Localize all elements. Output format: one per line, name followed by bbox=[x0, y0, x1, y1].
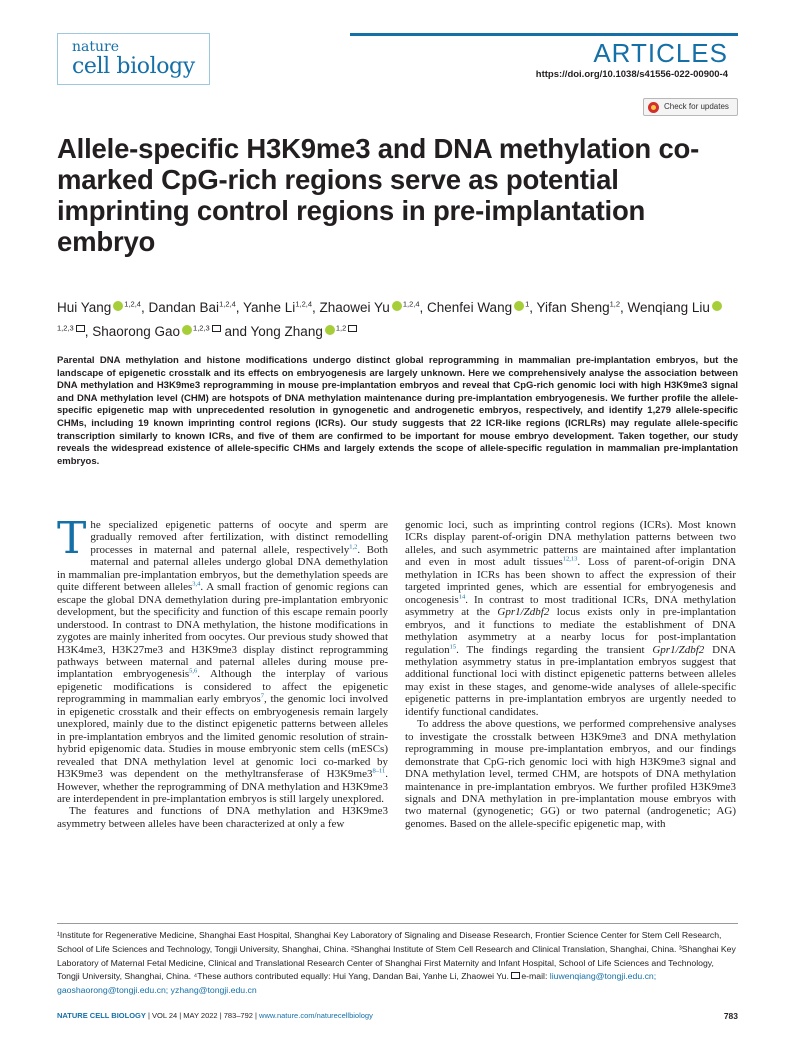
author-name[interactable]: Yong Zhang bbox=[250, 324, 323, 339]
author-affiliation: 1,2,4 bbox=[219, 299, 236, 309]
citation-ref[interactable]: 3,4 bbox=[192, 580, 201, 588]
page-footer bbox=[57, 1011, 738, 1023]
author-affiliation: 1,2,4 bbox=[295, 299, 312, 309]
author-name[interactable]: Yifan Sheng bbox=[536, 300, 610, 315]
drop-cap: T bbox=[57, 513, 87, 564]
article-title: Allele-specific H3K9me3 and DNA methylation co-marked CpG-rich regions serve as potential imprinting control regions in pre-implantation embryo bbox=[57, 133, 700, 257]
orcid-icon[interactable] bbox=[325, 325, 335, 335]
article-type-banner bbox=[350, 33, 738, 85]
author-affiliation: 1,2,4 bbox=[402, 299, 420, 309]
gene-name: Gpr1/Zdbf2 bbox=[652, 643, 705, 656]
logo-line2: cell biology bbox=[72, 54, 195, 79]
banner-rule bbox=[350, 33, 738, 36]
body-text: , the genomic loci involved in epigenetic crosstalk and their effects on embryogenesis remain largely unexplored, mainly due to the distinct epigenetic patterns between alleles in pre-implantation embryos and the limited genomic resolution of strain-hybrid epigenomic data. Studies in mouse embryonic stem cells (mESCs) revealed that DNA methylation level at genomic loci co-marked by H3K9me3 was dependent on the methyltransferase of H3K9me3 bbox=[57, 693, 388, 781]
author-affiliation: 1,2,4 bbox=[124, 299, 141, 309]
body-paragraph bbox=[57, 513, 389, 805]
body-text: To address the above questions, we performed comprehensive analyses to investigate the crosstalk between H3K9me3 and DNA methylation reprogramming in mouse pre-implantation embryos, and our findings demonstrate that CpG-rich genomic loci with high H3K9me3 signal and DNA methylation level, termed CHM, are hotspots of DNA methylation maintenance in pre-implantation embryos. We further profiled H3K9me3 signals and DNA methylation in pre-implantation mouse embryos with two maternal (gynogenetic; GG) or two paternal (androgenetic; AG) genomes. Based on the allele-specific epigenetic map, with bbox=[405, 718, 736, 830]
citation-ref[interactable]: 5,6 bbox=[189, 667, 198, 675]
author-separator: , bbox=[312, 300, 320, 315]
affiliations-text: ¹Institute for Regenerative Medicine, Shanghai East Hospital, Shanghai Key Laboratory of Signaling and Disease Research, Frontier Science Center for Stem Cell Research, School of Life Sciences and Technology, Tongji University, Shanghai, China. ²Shanghai Institute of Stem Cell Research and Clinical Translation, Shanghai, China. ³Shanghai Key Laboratory of Maternal Fetal Medicine, Clinical and Translational Research Center of Shanghai First Maternity and Infant Hospital, School of Life Sciences and Technology, Tongji University, Shanghai, China. ⁴These authors contributed equally: Hui Yang, Dandan Bai, Yanhe Li, Zhaowei Yu. bbox=[57, 930, 736, 982]
body-text: . The findings regarding the transient bbox=[456, 643, 653, 656]
email-icon[interactable] bbox=[76, 325, 85, 332]
affiliations-footnote bbox=[57, 929, 738, 998]
body-text: . Although the interplay of various epigenetic modifications is considered to affect the epigenetic reprogramming in mammalian early embryos bbox=[57, 668, 388, 706]
orcid-icon[interactable] bbox=[392, 301, 402, 311]
author-separator: , bbox=[529, 300, 537, 315]
body-text: . A small fraction of genomic regions can escape the global DNA demethylation during pre-implantation embryonic development, but the specificity and function of this escape remain poorly understood. In contrast to DNA methylation, the histone modifications in zygotes are mainly inherited from oocytes. Our previous study showed that H3K4me3, H3K27me3 and H3K9me3 display distinct reprogramming pathways between maternal and paternal alleles during mouse pre-implantation embryogenesis bbox=[57, 581, 389, 681]
author-name[interactable]: Dandan Bai bbox=[148, 300, 220, 315]
citation-ref[interactable]: 12,13 bbox=[562, 555, 578, 563]
check-updates-label: Check for updates bbox=[664, 102, 729, 111]
body-text: . Both maternal and paternal alleles undergo global DNA demethylation in mammalian pre-implantation embryos, but the demethylation speeds are quite different between alleles bbox=[57, 543, 388, 594]
body-paragraph bbox=[405, 718, 736, 830]
orcid-icon[interactable] bbox=[182, 325, 192, 335]
body-column-right bbox=[405, 519, 736, 830]
body-text: The features and functions of DNA methylation and H3K9me3 asymmetry between alleles have been characterized at only a few bbox=[57, 805, 388, 830]
check-for-updates-button[interactable] bbox=[643, 98, 738, 116]
author-separator: , bbox=[419, 300, 428, 315]
footer-volume: | VOL 24 | MAY 2022 | 783–792 | bbox=[145, 1011, 260, 1020]
orcid-icon[interactable] bbox=[712, 301, 722, 311]
article-type-label: ARTICLES bbox=[593, 38, 728, 68]
author-name[interactable]: Hui Yang bbox=[57, 300, 112, 315]
author-separator: , bbox=[140, 300, 149, 315]
body-paragraph bbox=[57, 805, 388, 830]
body-text: locus exists only in pre-implantation embryos, and it functions to mediate the establishment of DNA methylation asymmetry at a nearby locus for post-implantation regulation bbox=[405, 606, 736, 656]
author-name[interactable]: Wenqiang Liu bbox=[627, 300, 710, 315]
author-affiliation: 1,2 bbox=[335, 323, 347, 333]
author-name[interactable]: Zhaowei Yu bbox=[319, 300, 390, 315]
body-text: . However, whether the reprogramming of DNA methylation and H3K9me3 are interdependent in pre-implantation embryos is still largely unexplored. bbox=[57, 768, 388, 805]
logo-line1: nature bbox=[72, 39, 119, 55]
journal-logo[interactable] bbox=[57, 33, 210, 85]
email-links[interactable]: liuwenqiang@tongji.edu.cn; gaoshaorong@tongji.edu.cn; yzhang@tongji.edu.cn bbox=[57, 971, 657, 996]
footnote-rule bbox=[57, 923, 738, 924]
page-number: 783 bbox=[723, 1011, 738, 1021]
author-separator: , bbox=[235, 300, 244, 315]
author-affiliation: 1 bbox=[525, 299, 530, 309]
body-text: genomic loci, such as imprinting control regions (ICRs). Most known ICRs display parent-of-origin DNA methylation patterns between two alleles, and such asymmetric patterns are maintained after implantation and even in most adult tissues bbox=[405, 519, 736, 569]
author-conjunction: and bbox=[224, 324, 251, 339]
orcid-icon[interactable] bbox=[113, 301, 123, 311]
author-affiliation: 1,2,3 bbox=[193, 323, 210, 333]
footer-journal: NATURE CELL BIOLOGY bbox=[57, 1011, 146, 1020]
body-column-left bbox=[57, 513, 389, 830]
email-icon[interactable] bbox=[348, 325, 357, 332]
email-icon bbox=[511, 972, 520, 979]
body-paragraph bbox=[405, 519, 736, 718]
citation-ref[interactable]: 15 bbox=[449, 642, 457, 650]
crossmark-icon bbox=[648, 102, 659, 113]
author-list bbox=[57, 296, 737, 344]
author-separator: , bbox=[84, 324, 93, 339]
body-text: . Loss of parent-of-origin DNA methylation in ICRs has been shown to affect the expression of their targeted imprinted genes, which are essential for embryogenesis and oncogenesis bbox=[405, 556, 736, 606]
citation-ref[interactable]: 14 bbox=[458, 593, 466, 601]
orcid-icon[interactable] bbox=[514, 301, 524, 311]
citation-ref[interactable]: 8–11 bbox=[372, 767, 386, 775]
body-text: DNA methylation asymmetry status in pre-implantation embryos suggest that additional functional loci with distinct epigenetic patterns between alleles may exist in these stages, and genome-wide analyses of allele-specific epigenetic patterns in pre-implantation embryos are urgently needed to identify functional candidates. bbox=[405, 643, 736, 718]
author-affiliation: 1,2,3 bbox=[57, 323, 74, 333]
abstract: Parental DNA methylation and histone modifications undergo distinct global reprogramming in mammalian pre-implantation embryos, but the landscape of epigenetic crosstalk and its effects on embryogenesis are largely unknown. Here we comprehensively analyse the association between DNA methylation and H3K9me3 reprogramming in mouse pre-implantation embryos and reveal that CpG-rich genomic loci with high H3K9me3 signal and DNA methylation level (CHM) are hotspots of DNA methylation maintenance during pre-implantation embryogenesis. We further profile the allele-specific epigenetic map with unprecedented resolution in gynogenetic and androgenetic embryos, respectively, and identify 1,279 allele-specific CHMs, including 19 known imprinting control regions (ICRs). Our study suggests that 22 ICR-like regions (ICRLRs) may regulate allele-specific transcription similarly to known ICRs, and five of them are confirmed to be important for mouse embryo development. Taken together, our study reveals the widespread existence of allele-specific CHMs and largely extends the scope of allele-specific regulation in mammalian pre-implantation embryos. bbox=[57, 355, 738, 467]
author-name[interactable]: Shaorong Gao bbox=[92, 324, 181, 339]
footer-url[interactable]: www.nature.com/naturecellbiology bbox=[259, 1011, 373, 1020]
citation-ref[interactable]: 7 bbox=[260, 692, 264, 700]
gene-name: Gpr1/Zdbf2 bbox=[497, 606, 550, 619]
body-text: he specialized epigenetic patterns of oocyte and sperm are gradually removed after fertilization, with distinct remodelling processes in maternal and paternal allele, respectively bbox=[90, 519, 388, 556]
author-separator: , bbox=[620, 300, 628, 315]
citation-ref[interactable]: 1,2 bbox=[349, 543, 358, 551]
body-text: . In contrast to most traditional ICRs, DNA methylation asymmetry at the bbox=[405, 593, 736, 619]
email-icon[interactable] bbox=[212, 325, 221, 332]
author-name[interactable]: Yanhe Li bbox=[243, 300, 296, 315]
doi-link[interactable]: https://doi.org/10.1038/s41556-022-00900-4 bbox=[535, 69, 728, 80]
author-name[interactable]: Chenfei Wang bbox=[427, 300, 513, 315]
author-affiliation: 1,2 bbox=[609, 299, 621, 309]
email-label: e-mail: bbox=[521, 971, 550, 982]
